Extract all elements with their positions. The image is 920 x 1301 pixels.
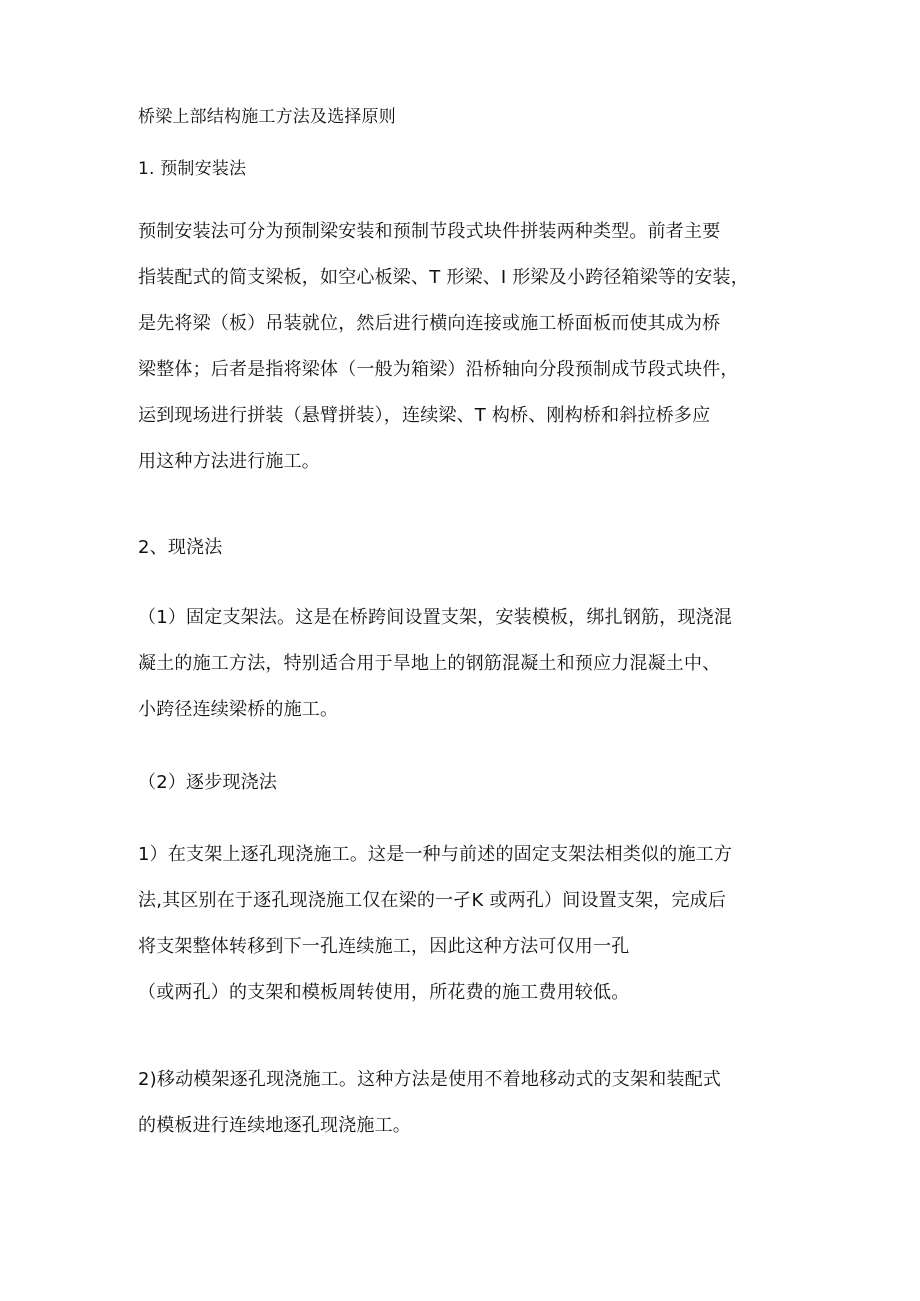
paragraph-line: 用这种方法进行施工。 [138, 451, 320, 472]
section1-heading: 1. 预制安装法 [138, 159, 247, 179]
section2-heading [138, 525, 798, 571]
paragraph-line: 1）在支架上逐孔现浇施工。这是一种与前述的固定支架法相类似的施工方 [138, 844, 733, 865]
section2-sub2-heading [138, 760, 798, 806]
paragraph-line: 运到现场进行拼装（悬臂拼装），连续梁、T 构桥、刚构桥和斜拉桥多应 [138, 405, 711, 426]
paragraph-line: （1）固定支架法。这是在桥跨间设置支架，安装模板，绑扎钢筋，现浇混 [138, 607, 733, 628]
paragraph-line: 是先将梁（板）吊装就位，然后进行横向连接或施工桥面板而使其成为桥 [138, 313, 721, 334]
paragraph-line: 凝土的施工方法，特别适合用于旱地上的钢筋混凝土和预应力混凝土中、 [138, 653, 721, 674]
paragraph-line: 指装配式的简支梁板，如空心板梁、T 形梁、I 形梁及小跨径箱梁等的安装， [138, 267, 749, 288]
sub2-heading-text: （2）逐步现浇法 [138, 772, 278, 793]
section1-paragraph [138, 209, 798, 485]
paragraph-line: 预制安装法可分为预制梁安装和预制节段式块件拼装两种类型。前者主要 [138, 221, 721, 242]
section2-sub1-paragraph [138, 595, 798, 733]
paragraph-line: 小跨径连续梁桥的施工。 [138, 699, 339, 720]
paragraph-line: （或两孔）的支架和模板周转使用，所花费的施工费用较低。 [138, 982, 630, 1003]
document-title: 桥梁上部结构施工方法及选择原则 [138, 107, 396, 127]
section2-item1-paragraph [138, 832, 798, 1016]
paragraph-line: 2)移动模架逐孔现浇施工。这种方法是使用不着地移动式的支架和装配式 [138, 1069, 722, 1090]
paragraph-line: 梁整体；后者是指将梁体（一般为箱梁）沿桥轴向分段预制成节段式块件， [138, 359, 739, 380]
paragraph-line: 的模板进行连续地逐孔现浇施工。 [138, 1115, 411, 1136]
section2-heading-text: 2、现浇法 [138, 537, 223, 558]
paragraph-line: 法,其区别在于逐孔现浇施工仅在梁的一孑K 或两孔）间设置支架，完成后 [138, 890, 727, 911]
paragraph-line: 将支架整体转移到下一孔连续施工，因此这种方法可仅用一孔 [138, 936, 630, 957]
section2-item2-paragraph [138, 1057, 798, 1149]
